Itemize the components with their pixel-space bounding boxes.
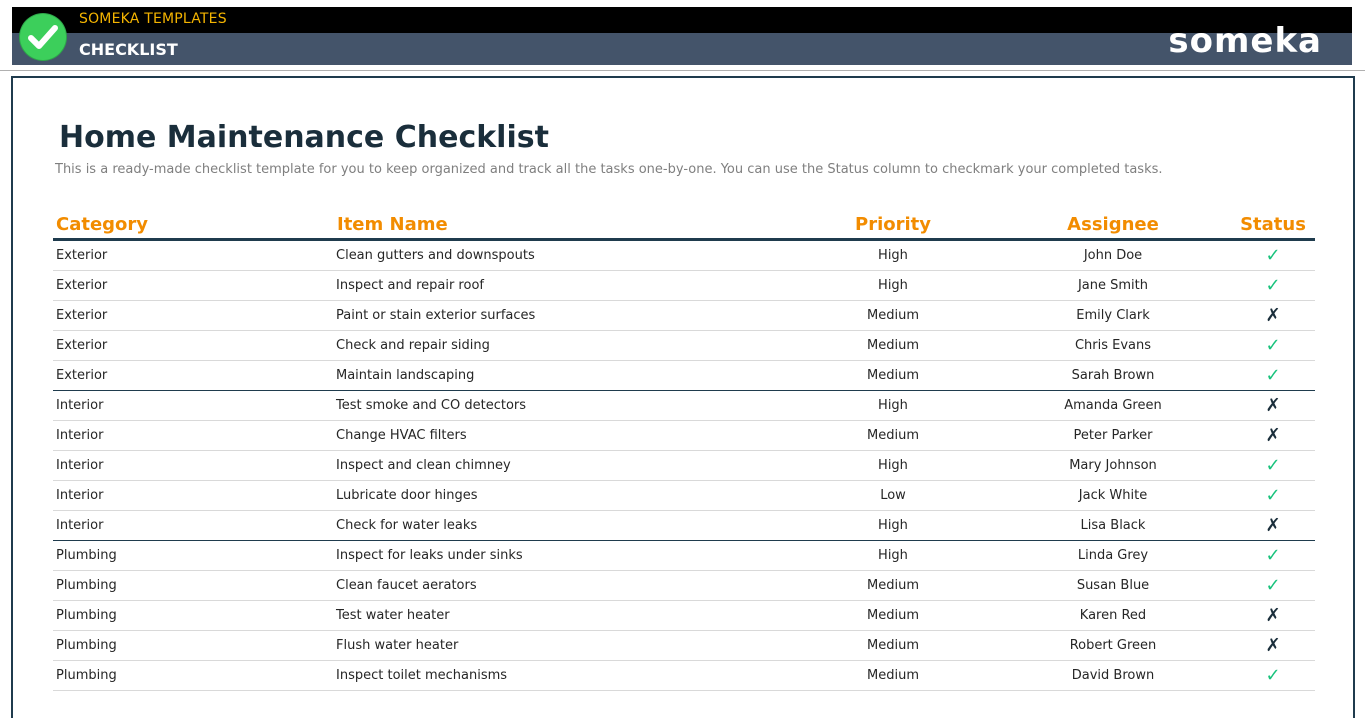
- cell-item-name[interactable]: Clean gutters and downspouts: [336, 248, 535, 263]
- cell-priority[interactable]: High: [878, 278, 908, 293]
- cell-category[interactable]: Plumbing: [56, 668, 117, 683]
- header-divider: [0, 70, 1365, 71]
- status-check-icon[interactable]: ✓: [1265, 245, 1281, 266]
- cell-category[interactable]: Exterior: [56, 248, 108, 263]
- cell-assignee[interactable]: Lisa Black: [1080, 518, 1146, 533]
- table-row[interactable]: [53, 421, 1315, 451]
- status-cross-icon[interactable]: ✗: [1265, 605, 1281, 626]
- cell-assignee[interactable]: Karen Red: [1079, 608, 1147, 623]
- column-header-assignee[interactable]: Assignee: [1067, 214, 1159, 235]
- checklist-table: [53, 210, 1315, 691]
- table-row[interactable]: [53, 451, 1315, 481]
- cell-category[interactable]: Interior: [56, 458, 104, 473]
- status-cross-icon[interactable]: ✗: [1265, 305, 1281, 326]
- page-description: This is a ready-made checklist template for you to keep organized and track all the tasks one-by-one. You can use the Status column to checkmark your completed tasks.: [55, 162, 1163, 177]
- cell-priority[interactable]: Medium: [867, 638, 919, 653]
- cell-priority[interactable]: Medium: [867, 368, 919, 383]
- cell-priority[interactable]: High: [878, 398, 908, 413]
- status-check-icon[interactable]: ✓: [1265, 275, 1281, 296]
- cell-item-name[interactable]: Clean faucet aerators: [336, 578, 477, 593]
- cell-priority[interactable]: Medium: [867, 608, 919, 623]
- table-row[interactable]: [53, 571, 1315, 601]
- cell-item-name[interactable]: Maintain landscaping: [336, 368, 475, 383]
- cell-priority[interactable]: High: [878, 248, 908, 263]
- cell-assignee[interactable]: David Brown: [1071, 668, 1155, 683]
- header-bottom-bar: [12, 33, 1352, 65]
- cell-category[interactable]: Exterior: [56, 278, 108, 293]
- cell-assignee[interactable]: Mary Johnson: [1069, 458, 1157, 473]
- cell-priority[interactable]: High: [878, 458, 908, 473]
- cell-item-name[interactable]: Test water heater: [336, 608, 450, 623]
- status-check-icon[interactable]: ✓: [1265, 485, 1281, 506]
- page-title: Home Maintenance Checklist: [59, 120, 549, 155]
- check-circle-icon: [20, 14, 66, 60]
- cell-category[interactable]: Exterior: [56, 368, 108, 383]
- table-row[interactable]: [53, 661, 1315, 691]
- status-check-icon[interactable]: ✓: [1265, 575, 1281, 596]
- app-header: [12, 7, 1352, 65]
- cell-item-name[interactable]: Check for water leaks: [336, 518, 478, 533]
- cell-assignee[interactable]: Sarah Brown: [1071, 368, 1155, 383]
- table-row[interactable]: [53, 301, 1315, 331]
- cell-category[interactable]: Interior: [56, 398, 104, 413]
- cell-category[interactable]: Plumbing: [56, 608, 117, 623]
- cell-category[interactable]: Exterior: [56, 338, 108, 353]
- cell-category[interactable]: Interior: [56, 488, 104, 503]
- status-check-icon[interactable]: ✓: [1265, 455, 1281, 476]
- cell-category[interactable]: Plumbing: [56, 578, 117, 593]
- cell-item-name[interactable]: Test smoke and CO detectors: [336, 398, 527, 413]
- status-cross-icon[interactable]: ✗: [1265, 635, 1281, 656]
- cell-item-name[interactable]: Inspect and repair roof: [336, 278, 484, 293]
- table-row[interactable]: [53, 541, 1315, 571]
- status-cross-icon[interactable]: ✗: [1265, 395, 1281, 416]
- table-row[interactable]: [53, 631, 1315, 661]
- cell-assignee[interactable]: Chris Evans: [1074, 338, 1152, 353]
- cell-item-name[interactable]: Paint or stain exterior surfaces: [336, 308, 536, 323]
- table-body: [53, 241, 1315, 691]
- someka-logo: someka: [1168, 21, 1322, 61]
- brand-name: SOMEKA TEMPLATES: [79, 11, 227, 27]
- cell-priority[interactable]: Low: [880, 488, 906, 503]
- column-header-item-name[interactable]: Item Name: [337, 214, 448, 235]
- cell-priority[interactable]: Medium: [867, 428, 919, 443]
- column-header-priority[interactable]: Priority: [855, 214, 931, 235]
- table-header: [53, 210, 1315, 241]
- cell-assignee[interactable]: Robert Green: [1069, 638, 1157, 653]
- cell-category[interactable]: Interior: [56, 518, 104, 533]
- table-row[interactable]: [53, 241, 1315, 271]
- cell-priority[interactable]: Medium: [867, 668, 919, 683]
- cell-item-name[interactable]: Check and repair siding: [336, 338, 490, 353]
- cell-category[interactable]: Plumbing: [56, 548, 117, 563]
- status-check-icon[interactable]: ✓: [1265, 365, 1281, 386]
- cell-category[interactable]: Exterior: [56, 308, 108, 323]
- cell-assignee[interactable]: Jack White: [1078, 488, 1148, 503]
- cell-assignee[interactable]: Linda Grey: [1077, 548, 1149, 563]
- cell-assignee[interactable]: Peter Parker: [1073, 428, 1153, 443]
- cell-category[interactable]: Interior: [56, 428, 104, 443]
- table-row[interactable]: [53, 331, 1315, 361]
- cell-assignee[interactable]: Jane Smith: [1077, 278, 1149, 293]
- cell-assignee[interactable]: Emily Clark: [1076, 308, 1150, 323]
- cell-assignee[interactable]: Susan Blue: [1076, 578, 1150, 593]
- cell-priority[interactable]: High: [878, 518, 908, 533]
- cell-priority[interactable]: High: [878, 548, 908, 563]
- column-header-status[interactable]: Status: [1240, 214, 1306, 235]
- status-check-icon[interactable]: ✓: [1265, 665, 1281, 686]
- checklist-panel: [11, 76, 1355, 718]
- cell-item-name[interactable]: Change HVAC filters: [336, 428, 467, 443]
- table-row[interactable]: [53, 481, 1315, 511]
- table-row[interactable]: [53, 601, 1315, 631]
- cell-assignee[interactable]: John Doe: [1083, 248, 1143, 263]
- page-name: CHECKLIST: [79, 40, 178, 59]
- cell-item-name[interactable]: Lubricate door hinges: [336, 488, 478, 503]
- status-check-icon[interactable]: ✓: [1265, 545, 1281, 566]
- table-row[interactable]: [53, 391, 1315, 421]
- table-row[interactable]: [53, 271, 1315, 301]
- cell-priority[interactable]: Medium: [867, 338, 919, 353]
- column-header-category[interactable]: Category: [56, 214, 149, 235]
- status-cross-icon[interactable]: ✗: [1265, 515, 1281, 536]
- cell-category[interactable]: Plumbing: [56, 638, 117, 653]
- status-cross-icon[interactable]: ✗: [1265, 425, 1281, 446]
- cell-item-name[interactable]: Inspect and clean chimney: [336, 458, 511, 473]
- cell-assignee[interactable]: Amanda Green: [1064, 398, 1162, 413]
- cell-item-name[interactable]: Inspect toilet mechanisms: [336, 668, 508, 683]
- status-check-icon[interactable]: ✓: [1265, 335, 1281, 356]
- table-row[interactable]: [53, 511, 1315, 541]
- cell-priority[interactable]: Medium: [867, 308, 919, 323]
- cell-item-name[interactable]: Inspect for leaks under sinks: [336, 548, 523, 563]
- cell-priority[interactable]: Medium: [867, 578, 919, 593]
- cell-item-name[interactable]: Flush water heater: [336, 638, 459, 653]
- table-row[interactable]: [53, 361, 1315, 391]
